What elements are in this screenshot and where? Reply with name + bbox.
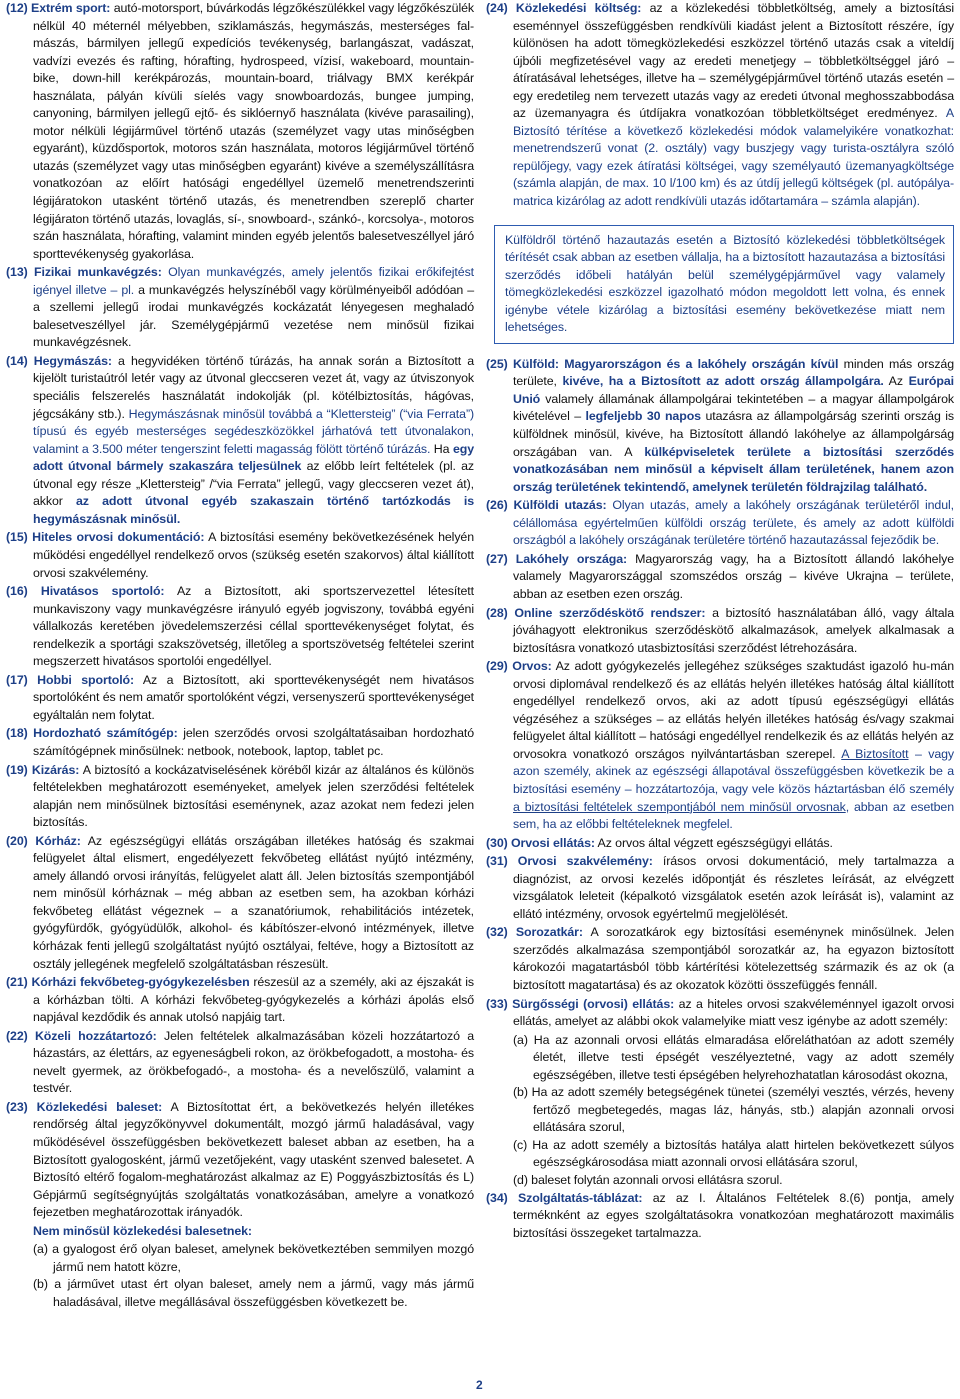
definition-text: részesül az a személy, aki az éjszakát is a kórházban tölti. A kórházi fekvőbeteg-gyógykezelés a kórházi ápolás első napjával kezdődik és annak utolsó napjáig tart. — [33, 975, 474, 1025]
page-number: 2 — [476, 1378, 483, 1392]
definition-23 — [6, 1099, 474, 1222]
definition-number: (22) — [6, 1028, 28, 1043]
definition-term: Extrém sport: — [31, 1, 111, 15]
list-item: (b) a járművet utast ért olyan baleset, amely nem a jármű, vagy más jármű haladásával, illetve megállásával összefüggésben következett be. — [33, 1277, 474, 1309]
definition-text: Az — [883, 374, 909, 389]
definition-term: Külföldi utazás: — [513, 498, 607, 513]
definition-text: jelen szerződés orvosi szolgáltatásaiban hordozható számítógépnek minősülnek: netbook, notebook, laptop, tablet pc. — [33, 726, 475, 758]
definition-13 — [6, 264, 474, 352]
definition-emphasis: egy adott útvonal bármely szakaszára teljesülnek — [33, 441, 474, 474]
definition-term: Fizikai munkavégzés: — [34, 265, 162, 280]
definition-emphasis: legfeljebb 30 napos — [585, 409, 701, 424]
definition-text: az a közlekedési többletköltség, amely a biztosítási eseménnyel összefüggésben rendkívüli kiadást jelent a Biztosított részére, így különösen ha adott tömegközlekedési eszközzel történő utazás csak a viteldíj újbóli megfizetésével vagy az eredeti menetjegy – többletköltséggel járó – átíratásával lehetséges, illetve ha – személygépjárművel történő utazás esetén – egy eredetileg nem tervezett utazás vagy az eredeti útvonal meghosszabbodása az üzemanyagra és útdíjakra vonatkozóan többletköltséget eredményez. — [513, 1, 954, 121]
definition-term: Kórházi fekvőbeteg-gyógykezelésben — [31, 975, 250, 990]
definition-text: minden más ország területe, — [513, 356, 955, 389]
definition-text: utazásra az állampolgárság szerinti ország is külföldnek minősül, kivéve, ha Biztosított állandó lakóhelye az állampolgárság országában van. A — [513, 409, 954, 459]
definition-number: (12) — [6, 1, 28, 15]
definition-text: Jelen feltételek alkalmazásában közeli hozzátartozó a házastárs, az élettárs, az egyeneságbeli rokon, az örökbefogadott, a mostoha- és nevelt gyermek, az örökbefogadó-, a mostoha- és a nevelőszülő, valamint a testvér. — [33, 1028, 475, 1096]
definition-number: (17) — [6, 672, 28, 687]
definition-number: (24) — [486, 1, 508, 15]
definition-text: , abban az esetben sem, ha az előbbi feltételeknek megfelel. — [513, 799, 955, 832]
definition-29 — [486, 658, 954, 833]
definition-term: Közlekedési baleset: — [36, 1099, 163, 1114]
definition-33 — [486, 996, 954, 1031]
subheading: Nem minősül közlekedési balesetnek: — [33, 1223, 252, 1238]
definition-emphasis: külképviseletek területe a biztosítási szerződés vonatkozásában nem minősül a képviselt állam területének, hanem azon ország területének tekintendő, amelynek területén földrajzilag található. — [513, 444, 954, 494]
definition-19 — [6, 762, 474, 832]
definition-number: (28) — [486, 605, 508, 620]
definition-number: (31) — [486, 854, 508, 869]
definition-term: Hegymászás: — [33, 353, 112, 368]
definition-term: Sürgősségi (orvosi) ellátás: — [512, 996, 675, 1011]
definition-25 — [486, 356, 954, 496]
definition-text: a biztosító használatában álló, vagy általa jóváhagyott elektronikus szerződéskötő alkalmazások, amelyek alkalmasak a biztosításra vonatkozó utasbiztosítási szerződést létrehozására. — [513, 605, 954, 655]
definition-text: autó-motorsport, búvárkodás légzőkészülékkel vagy légzőkészülék nélkül 40 méternél mélyebben, sziklamászás, hegymászás, mesterséges fal-mászás, bármilyen jellegű expedíciós tevékenység, barlangászat, vadászat, vadvízi evezés és rafting, hórafting, hydrospeed, vízisí, wakeboard, mountain-bike, down-hill kerékpározás, mountain-board, triálvagy BMX kerékpár használata, pályán kívüli síelés vagy snowboardozás, bungee jumping, canyoning, bármilyen jellegű ejtő- és siklóernyő használata (kivéve parasailing), motor nélküli légijárművel történő utazás (személyzet vagy utas minőségben egyaránt), küzdősportok, motoros szán használata, motoros légijárművel történő utazás (személyzet vagy utas minőségben egyaránt) kivéve a személyszállításra vonatkozóan az előírt hatósági engedéllyel üzemelő menetrendszerinti légijáratokon utasként történő utazás, és menetrendben szereplő charter légijáraton történő utazás, lovaglás, sí-, snowboard-, szánkó-, korcsolya-, motoros szán használata, hórafting, valamint minden egyéb jelentős balesetveszéllyel járó sporttevékenység gyakorlása. — [33, 1, 474, 261]
definition-31 — [486, 853, 954, 923]
definition-text: Hegymászásnak minősül továbbá a “Klettersteig” (“via Ferrata”) típusú és egyéb mesterséges segédeszközökkel járhatóvá tett útvonalakon, valamint a 3.500 méter tengerszint feletti magasság fölött történő túrázás. — [33, 406, 474, 456]
definition-number: (34) — [486, 1190, 508, 1205]
definition-24 — [486, 0, 954, 211]
definition-text: Magyarország vagy, ha a Biztosított állandó lakóhelye valamely Magyarországgal szomszédos ország – kivéve Ukrajna – területe, abban az esetben ezen ország. — [513, 551, 954, 601]
definition-number: (26) — [486, 498, 508, 513]
left-column — [6, 0, 474, 1311]
definition-text: a munkavégzés helyszínéből vagy körülményeiből adódóan – a szellemi jellegű irodai munkavégzés kockázatát lényegesen meghaladó balesetveszéllyel jár. Személygépjármű vezetése nem minősül fizikai munkavégzésnek. — [33, 282, 474, 350]
definition-number: (27) — [486, 551, 508, 566]
definition-term: Kizárás: — [31, 762, 80, 777]
definition-term: Kórház: — [35, 833, 81, 848]
definition-text: A sorozatkárok egy biztosítási eseménynek minősülnek. Jelen szerződés alkalmazása szempontjából sorozatkár az, ha egyazon biztosított károkozói magatartásból több kártérítési kötelezettség származik és az ok (a biztosított magatartása) és az okozatok közötti összefüggés fennáll. — [513, 925, 954, 992]
definition-term: Hivatásos sportoló: — [40, 584, 165, 599]
definition-text: az előbb leírt feltételek (pl. az útvonal egy része „Klettersteig” /“via Ferrata” jellegű, vagy gleccseren vezet át), akkor — [33, 459, 474, 509]
definition-30 — [486, 835, 954, 853]
list-item: (c) Ha az adott személy a biztosítás hatálya alatt hirtelen bekövetkezett súlyos egészségkárosodása miatt azonnali orvosi ellátására szorul, — [513, 1137, 954, 1170]
definition-number: (13) — [6, 265, 28, 280]
definition-text: Az adott gyógykezelés jellegéhez szükséges szaktudást igazoló hu-mán orvosi diplomával rendelkező és az ellátás helyén illetékes hatóság által kiállított engedéllyel rendelkező orvos, aki az adott típusú egészségügyi ellátás végzéséhez a szükséges – az ellátás helyén illetékes hatóság és/vagy szakmai felügyelet által kiállított – hatósági engedéllyel rendelkezik és az ellátás helyén az orvosokra vonatkozó országos nyilvántartásban szerepel. — [513, 659, 954, 761]
definition-term: Közeli hozzátartozó: — [34, 1028, 157, 1043]
definition-underline: a biztosítási feltételek szempontjából nem minősül orvosnak — [513, 799, 846, 814]
definition-text: A Biztosító térítése a következő közlekedési módok valamelyikére vonatkozhat: menetrendszerű vonat (2. osztály) vagy buszjegy vagy turista-osztályra szóló repülőjegy, vagy ezek átíratási költségei, vagy személyautó üzemanyagköltsége (számla alapján, de max. 10 l/100 km) és az útdíj jellegű költségek (pl. autópálya-matrica kizárólag az adott rendkívüli utazás időtartamára – számla alapján). — [513, 106, 954, 209]
definition-27 — [486, 551, 954, 604]
definition-number: (20) — [6, 833, 28, 848]
definition-34 — [486, 1190, 954, 1243]
definition-emphasis: Európai Unió — [513, 374, 955, 406]
definition-text: írásos orvosi dokumentáció, mely tartalmazza a diagnózist, az orvosi kezelés időpontját és részletes leírását, az elvégzett vizsgálatok leleteit (képalkotó vizsgálatok esetén azok leírását is), valamint az ellátó intézmény, orvosok egyértelmű megjelölését. — [513, 854, 955, 921]
note-box: Külföldről történő hazautazás esetén a Biztosító közlekedési többletköltségek térítését csak abban az esetben vállalja, ha a biztosított hazautazása a biztosítási szerződés időbeli hatályán belül személygépjárművel vagy valamely tömegközlekedési eszközzel igazolható módon megoldott lett volna, és ennek igénybe vétele kizárólag a biztosítási esemény bekövetkezése miatt nem lehetséges. — [494, 225, 954, 344]
definition-text: Olyan munkavégzés, amely jelentős fizikai erőkifejtést igényel illetve – pl. — [33, 265, 475, 297]
definition-text: az a hiteles orvosi szakvéleménnyel igazolt orvosi ellátás, amelyet az alábbi okok valamelyike miatt vesz igénybe az adott személy: — [513, 996, 954, 1029]
list-item: (a) a gyalogost érő olyan baleset, amelynek bekövetkeztében semmilyen mozgó jármű nem hatott közre, — [33, 1242, 474, 1274]
list-item: (d) baleset folytán azonnali orvosi ellátásra szorul. — [513, 1173, 783, 1187]
definition-number: (14) — [6, 353, 28, 368]
definition-text: Ha — [430, 441, 453, 456]
right-column — [486, 0, 954, 1243]
definition-text: valamely államának állampolgárai tekintetében – a magyar állampolgárok kivételével – — [513, 391, 954, 424]
definition-number: (33) — [486, 996, 508, 1011]
definition-number: (16) — [6, 584, 28, 599]
definition-20 — [6, 833, 474, 973]
definition-15 — [6, 529, 474, 582]
definition-underline: A Biztosított — [841, 746, 909, 761]
definition-text: a hegyvidéken történő túrázás, ha annak során a Biztosított a kijelölt turistaútról letér vagy az útvonal gleccseren vezet át, vagy az útviszonyok speciális felszerelés használatát indokolják (pl. kötélbiztosítás, hágóvas, jégcsákány stb.). — [33, 353, 474, 421]
list-item: (a) Ha az azonnali orvosi ellátás elmaradása előreláthatóan az adott személy életét, illetve testi épségét veszélyeztetné, vagy az adott személy egészségében, illetve testi épségében helyrehozhatatlan károsodást okozna, — [513, 1032, 954, 1082]
definition-22 — [6, 1028, 474, 1098]
definition-number: (15) — [6, 530, 28, 545]
definition-term: Hordozható számítógép: — [33, 726, 178, 741]
definition-number: (18) — [6, 726, 28, 741]
definition-term: Orvosi ellátás: — [510, 835, 595, 850]
definition-emphasis: kivéve, ha a Biztosított az adott ország állampolgára. — [562, 374, 884, 389]
definition-number: (29) — [486, 659, 508, 674]
definition-number: (25) — [486, 356, 508, 371]
definition-text: A Biztosítottat ért, a bekövetkezés helyén illetékes rendőrség által jegyzőkönyvvel dokumentált, mozgó jármű haladásával, vagy működésével összefüggésben bekövetkezett baleset abban az esetben, ha a Biztosított gyalogosként, jármű vezetőjeként, vagy utasként szenved balesetet. A Biztosító eltérő fogalom-meghatározást alkalmaz az E) Poggyászbiztosítás és L) Gépjármű segítségnyújtás szolgáltatás vonatkozásában, amelyre a vonatkozó fejezetben meghatározottak irányadók. — [33, 1099, 474, 1220]
definition-text: A biztosító a kockázatviselésének köréből kizár az általános és különös feltételekben meghatározott eseményeket, amelyek jelen szerződési feltételek alapján nem minősülnek biztosítási eseménynek, azaz azokat nem fedezi jelen biztosítás. — [33, 762, 475, 830]
definition-term: Lakóhely országa: — [515, 551, 628, 566]
definition-28 — [486, 605, 954, 658]
definition-text: Olyan utazás, amely a lakóhely országának területéről indul, célállomása egyértelműen külföldi ország területe, és amely az adott külföldi országból a lakóhely országának területére történő hazautazással fejeződik be. — [513, 498, 955, 548]
list-item: (b) Ha az adott személy betegségének tünetei (személyi vesztés, vérzés, heveny fertőző megbetegedés, magas láz, hányás, stb.) alapján azonnali orvosi ellátására szorul, — [513, 1085, 954, 1135]
definition-text: A biztosítási esemény bekövetkezésének helyén működési engedéllyel rendelkező orvos (szükség esetén szakorvos) által kiállított orvosi szakvélemény. — [33, 530, 474, 580]
definition-term: Sorozatkár: — [515, 925, 583, 940]
definition-text: Az a Biztosított, aki sportszervezettel létesített munkaviszony vagy munkavégzésre irányuló egyéb jogviszony, továbbá egyéni vállalkozás keretében jövedelemszerzési céllal sporttevékenységet folytat, és rendelkezik a sportági szakszövetség, illetőleg a sportszövetség feltételei szerint megszerzett hivatásos sportolói engedéllyel. — [33, 584, 474, 669]
definition-term: Közlekedési költség: — [515, 1, 642, 15]
definition-number: (30) — [486, 835, 508, 850]
definition-term: Külföld: Magyarországon és a lakóhely országán kívül — [512, 356, 839, 371]
definition-12 — [6, 0, 474, 263]
definition-16 — [6, 583, 474, 671]
definition-text: Az orvos által végzett egészségügyi ellátás. — [594, 835, 833, 850]
definition-text: Az egészségügyi ellátás országában illetékes hatóság és szakmai felügyelet által elismert, engedélyezett fekvőbeteg ellátást nyújtó intézmény, amely állandó orvosi irányítás, felügyelet alatt áll. Jelen biztosítás szempontjából nem minősül kórháznak – még abban az esetben sem, ha azokban kórházi fekvőbeteg ellátást végeznek – a szanatóriumok, rehabilitációs intézetek, gyógyfürdők, gyógyüdülők, alkohol- és kábítószer-elvonó intézmények, illetve kórházak fenti jellegű szolgáltatást nyújtó osztályai, feltéve, hogy a Biztosított az osztály jellegének megfelelő szolgáltatásban részesült. — [33, 833, 474, 971]
definition-term: Orvos: — [512, 659, 552, 674]
definition-term: Orvosi szakvélemény: — [517, 854, 653, 869]
definition-18 — [6, 725, 474, 760]
definition-14 — [6, 353, 474, 528]
definition-17 — [6, 672, 474, 725]
definition-32 — [486, 924, 954, 994]
definition-21 — [6, 974, 474, 1027]
definition-number: (23) — [6, 1099, 28, 1114]
definition-term: Hiteles orvosi dokumentáció: — [32, 530, 205, 545]
definition-number: (19) — [6, 762, 28, 777]
definition-text: Az a Biztosított, aki sporttevékenységét nem hivatásos sportolóként és nem amatőr sportolóként végzi, versenyszerű sporttevékenységet egyáltalán nem folytat. — [33, 672, 475, 722]
definition-26 — [486, 497, 954, 550]
definition-term: Szolgáltatás-táblázat: — [517, 1190, 643, 1205]
definition-text: – vagy azon személy, akinek az egészségi állapotával összefüggésben következik be a biztosítási esemény – hozzátartozója, vagy vele közös háztartásban élő személy — [513, 746, 954, 796]
definition-text: az az I. Általános Feltételek 8.(6) pontja, amely terméknként az egyes szolgáltatásokra vonatkozóan meghatározott maximális biztosítási összegeket tartalmazza. — [513, 1190, 954, 1240]
definition-emphasis: az adott útvonal egyéb szakaszain történő tartózkodás is hegymászásnak minősül. — [33, 494, 474, 526]
definition-number: (21) — [6, 975, 28, 990]
definition-term: Online szerződéskötő rendszer: — [514, 605, 706, 620]
definition-number: (32) — [486, 925, 508, 940]
definition-term: Hobbi sportoló: — [37, 672, 135, 687]
